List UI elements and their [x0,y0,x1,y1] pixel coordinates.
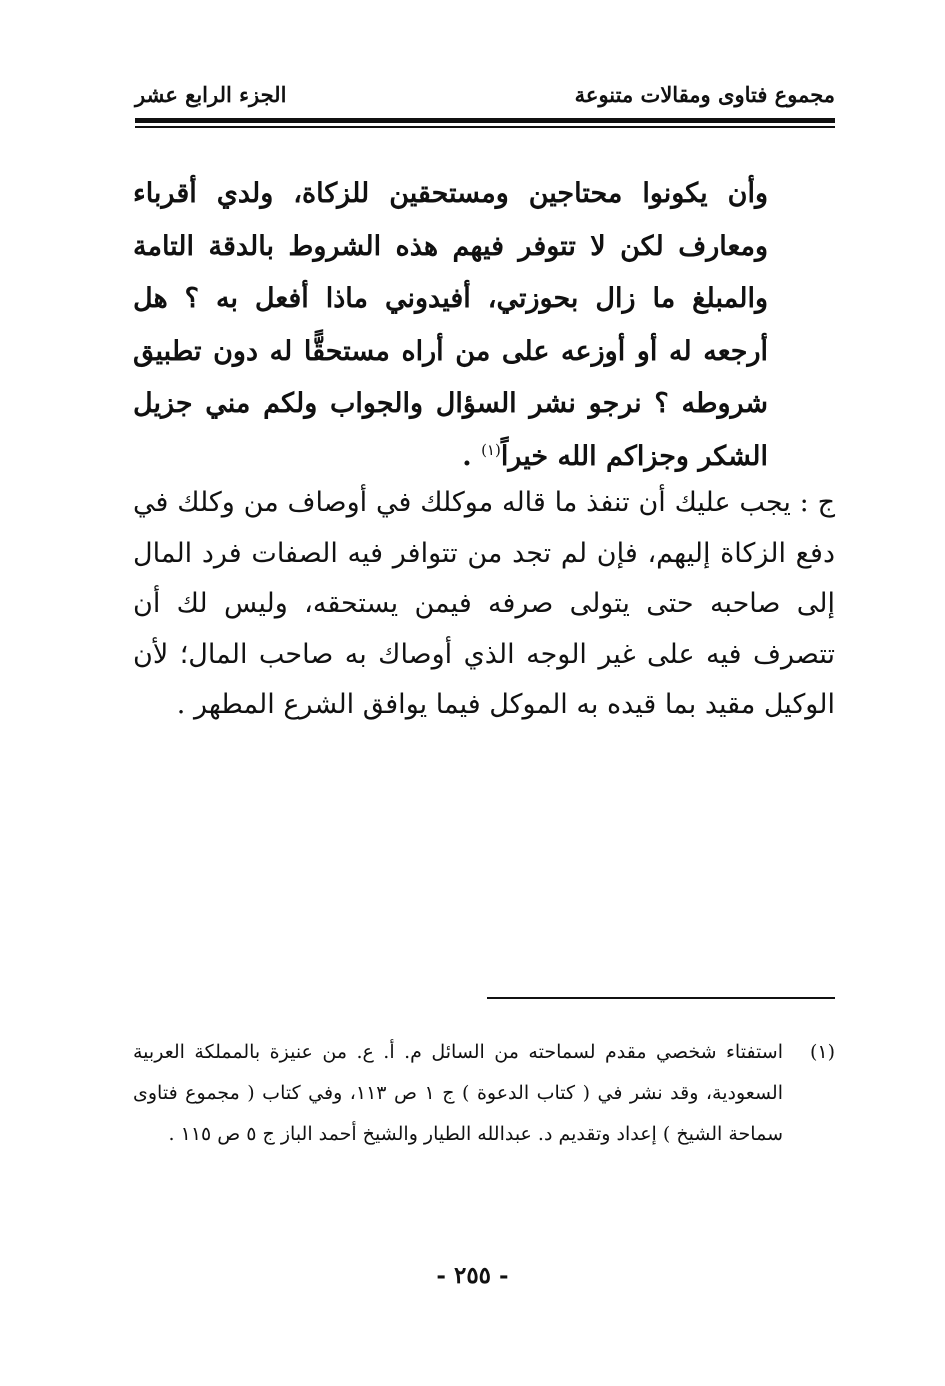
answer-paragraph: ج : يجب عليك أن تنفذ ما قاله موكلك في أوصاف من وكلك في دفع الزكاة إليهم، فإن لم تجد من تتوافر فيه الصفات فرد المال إلى صاحبه حتى يتولى صرفه فيمن يستحقه، وليس لك أن تتصرف فيه على غير الوجه الذي أوصاك به صاحب المال؛ لأن الوكيل مقيد بما قيده به الموكل فيما يوافق الشرع المطهر . [133,487,835,720]
header-rule-thin [135,126,835,128]
question-text: وأن يكونوا محتاجين ومستحقين للزكاة، ولدي أقرباء ومعارف لكن لا تتوفر فيهم هذه الشروط بالدقة التامة والمبلغ ما زال بحوزتي، أفيدوني ماذا أفعل به ؟ هل أرجعه له أو أوزعه على من أراه مستحقًّا له دون تطبيق شروطه ؟ نرجو نشر السؤال والجواب ولكم مني جزيل الشكر وجزاكم الله خيراً [133,178,768,472]
question-end: . [462,440,482,472]
volume-label: الجزء الرابع عشر [135,82,287,107]
book-title: مجموع فتاوى ومقالات متنوعة [574,82,835,107]
question-paragraph [133,168,768,483]
page-number: - ٢٥٥ - [436,1262,509,1289]
footnote-number: (١) [809,1041,835,1063]
footnote-text: استفتاء شخصي مقدم لسماحته من السائل م. أ. ع. من عنيزة بالمملكة العربية السعودية، وقد نشر في ( كتاب الدعوة ) ج ١ ص ١١٣، وفي كتاب ( مجموع فتاوى سماحة الشيخ ) إعداد وتقديم د. عبدالله الطيار والشيخ أحمد الباز ج ٥ ص ١١٥ . [133,1041,783,1145]
header-rule-thick [135,118,835,123]
page-header [135,82,835,116]
footnote-reference[interactable]: (١) [481,440,501,459]
footnote [133,1032,835,1155]
footnote-separator [487,997,835,999]
